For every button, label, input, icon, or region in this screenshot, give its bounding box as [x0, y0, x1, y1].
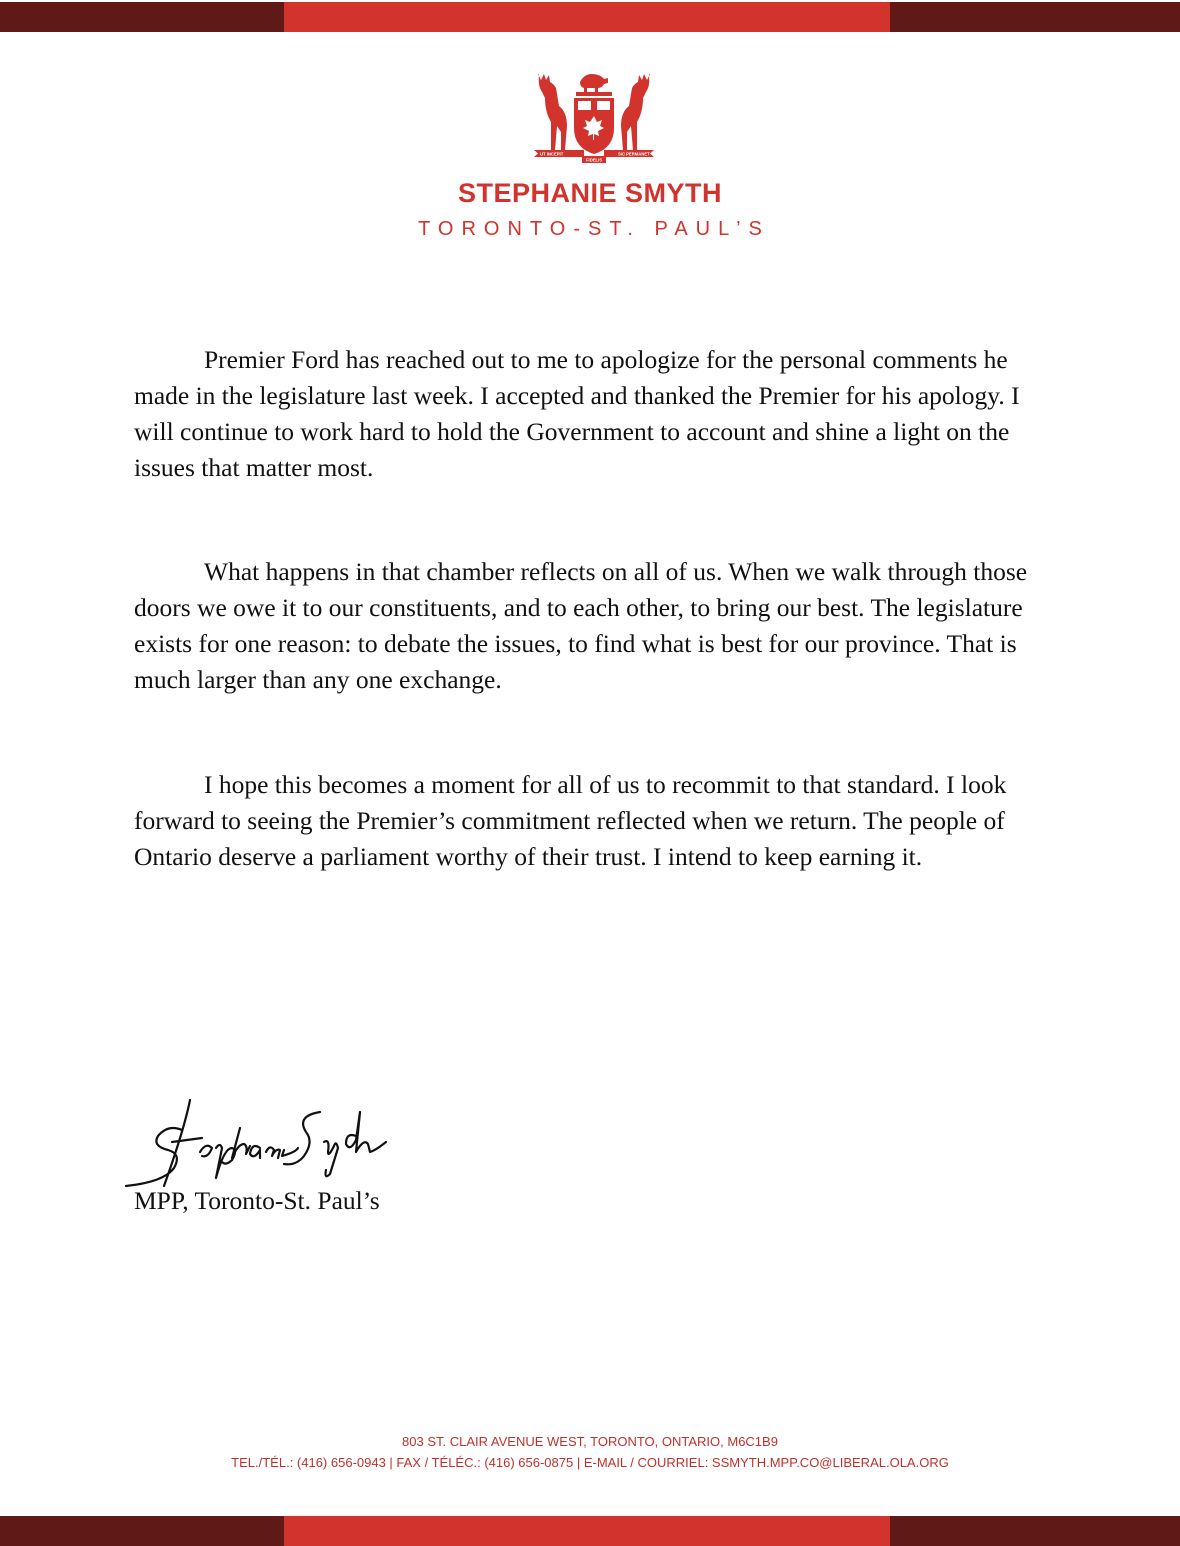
top-color-band [0, 2, 1180, 32]
letter-paragraph-1 [134, 342, 1048, 486]
ontario-coat-of-arms-crest [530, 68, 658, 168]
band-segment-center [284, 2, 890, 32]
band-segment-right [890, 2, 1180, 32]
handwritten-signature [120, 1092, 410, 1188]
band-segment-right [890, 1516, 1180, 1546]
letterhead-name: STEPHANIE SMYTH [457, 178, 723, 208]
crest-motto-left: UT INCEPIT [540, 151, 564, 157]
letterhead-riding: TORONTO-ST. PAUL’S [418, 218, 770, 240]
paragraph-text: I hope this becomes a moment for all of us to recommit to that standard. I look forward to seeing the Premier’s commitment reflected when we return. The people of Ontario deserve a parliament worthy of their trust. I intend to keep earning it. [134, 770, 1007, 871]
bottom-color-band [0, 1516, 1180, 1546]
footer-address: 803 ST. CLAIR AVENUE WEST, TORONTO, ONTARIO, M6C1B9 [402, 1434, 778, 1449]
footer-contact: TEL./TÉL.: (416) 656-0943 | FAX / TÉLÉC.: (416) 656-0875 | E-MAIL / COURRIEL: SSMYTH.MPP.CO@LIBERAL.OLA.ORG [231, 1455, 949, 1470]
paragraph-text: What happens in that chamber reflects on all of us. When we walk through those doors we owe it to our constituents, and to each other, to bring our best. The legislature exists for one reason: to debate the issues, to find what is best for our province. That is much larger than any one exchange. [134, 557, 1028, 694]
letter-paragraph-2 [134, 554, 1048, 698]
band-segment-left [0, 2, 284, 32]
band-segment-center [284, 1516, 890, 1546]
signatory-title: MPP, Toronto-St. Paul’s [134, 1186, 380, 1215]
crest-motto-right: SIC PERMANET [618, 151, 650, 157]
band-segment-left [0, 1516, 284, 1546]
crest-motto-center: FIDELIS [586, 157, 603, 163]
paragraph-text: Premier Ford has reached out to me to apologize for the personal comments he made in the legislature last week. I accepted and thanked the Premier for his apology. I will continue to work hard to hold the Government to account and shine a light on the issues that matter most. [134, 345, 1020, 482]
letter-paragraph-3 [134, 767, 1048, 875]
